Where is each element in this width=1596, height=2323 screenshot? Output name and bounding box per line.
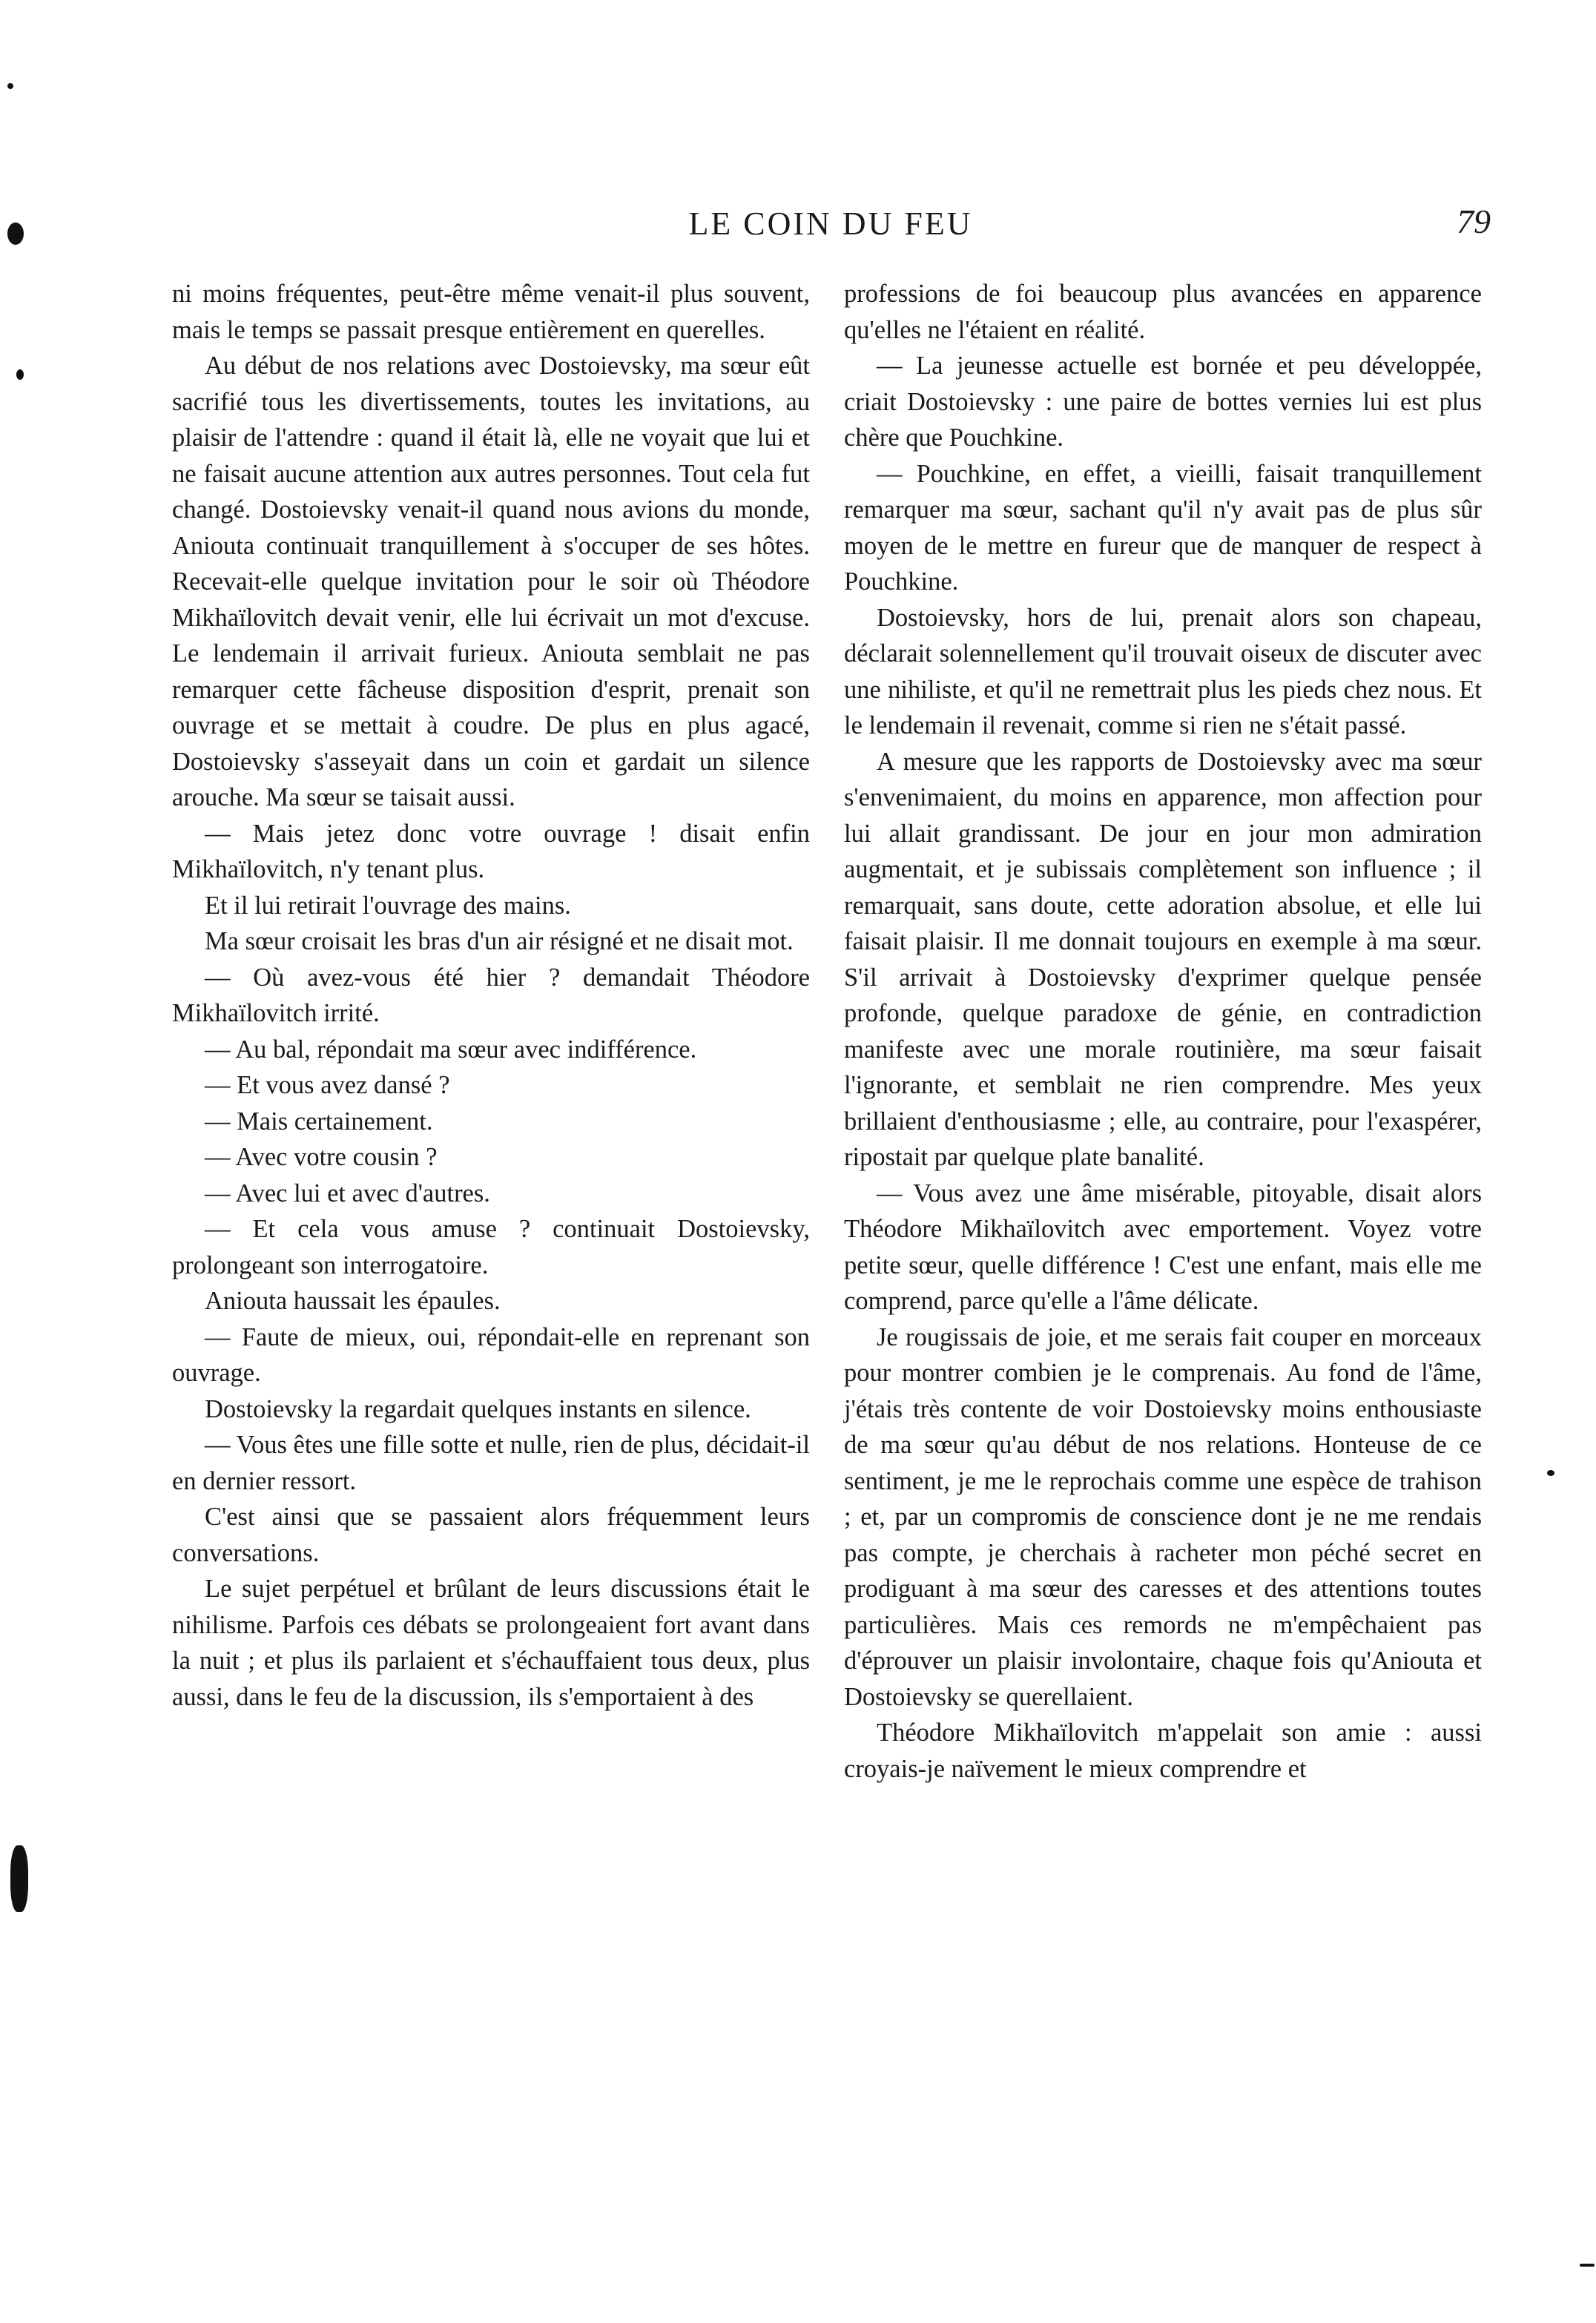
- paragraph: — Mais certainement.: [205, 1107, 433, 1136]
- paragraph: Ma sœur croisait les bras d'un air résigné et ne disait mot.: [205, 927, 794, 955]
- paragraph: — La jeunesse actuelle est bornée et peu développée, criait Dostoievsky : une paire de bottes vernies lui est plus chère que Pouchkine.: [844, 352, 1482, 452]
- paragraph: ni moins fréquentes, peut-être même venait-il plus souvent, mais le temps se passait presque entièrement en querelles.: [172, 280, 810, 344]
- page-header: [171, 202, 1491, 246]
- running-title: LE COIN DU FEU: [688, 205, 973, 242]
- paragraph: Au début de nos relations avec Dostoievsky, ma sœur eût sacrifié tous les divertissements, toutes les invitations, au plaisir de l'attendre : quand il était là, elle ne voyait que lui et ne faisait aucune attention aux autres personnes. Tout cela fut changé. Dostoievsky venait-il quand nous avions du monde, Aniouta continuait tranquillement à s'occuper de ses hôtes. Recevait-elle quelque invitation pour le soir où Théodore Mikhaïlovitch devait venir, elle lui écrivait un mot d'excuse. Le lendemain il arrivait furieux. Aniouta semblait ne pas remarquer cette fâcheuse disposition d'esprit, prenait son ouvrage et se mettait à coudre. De plus en plus agacé, Dostoievsky s'asseyait dans un coin et gardait un silence arouche. Ma sœur se taisait aussi.: [172, 352, 810, 811]
- ink-speck: [7, 83, 13, 89]
- ink-speck: [1580, 2264, 1595, 2267]
- paragraph: Le sujet perpétuel et brûlant de leurs discussions était le nihilisme. Parfois ces débats se prolongeaient fort avant dans la nuit ; et plus ils parlaient et s'échauffaient tous deux, plus aussi, dans le feu de la discussion, ils s'emportaient à des: [172, 1575, 810, 1711]
- paragraph: Et il lui retirait l'ouvrage des mains.: [205, 891, 571, 920]
- right-column: [844, 276, 1482, 1787]
- paragraph: professions de foi beaucoup plus avancées en apparence qu'elles ne l'étaient en réalité.: [844, 280, 1482, 344]
- paragraph: — Et vous avez dansé ?: [205, 1071, 450, 1099]
- paragraph: — Vous avez une âme misérable, pitoyable, disait alors Théodore Mikhaïlovitch avec emportement. Voyez votre petite sœur, quelle différence ! C'est une enfant, mais elle me comprend, parce qu'elle a l'âme délicate.: [844, 1179, 1482, 1315]
- left-column: [172, 276, 810, 1715]
- paragraph: — Faute de mieux, oui, répondait-elle en reprenant son ouvrage.: [172, 1322, 810, 1387]
- ink-speck: [16, 369, 24, 380]
- paragraph: Dostoievsky, hors de lui, prenait alors son chapeau, déclarait solennellement qu'il trouvait oiseux de discuter avec une nihiliste, et qu'il ne remettrait plus les pieds chez nous. Et le lendemain il revenait, comme si rien ne s'était passé.: [844, 603, 1482, 739]
- paragraph: — Vous êtes une fille sotte et nulle, rien de plus, décidait-il en dernier ressort.: [172, 1431, 811, 1495]
- paragraph: — Avec lui et avec d'autres.: [205, 1179, 490, 1207]
- paragraph: C'est ainsi que se passaient alors fréquemment leurs conversations.: [172, 1503, 810, 1567]
- paragraph: Aniouta haussait les épaules.: [205, 1287, 501, 1315]
- paragraph: Je rougissais de joie, et me serais fait couper en morceaux pour montrer combien je le comprenais. Au fond de l'âme, j'étais très contente de voir Dostoievsky moins enthousiaste de ma sœur qu'au début de nos relations. Honteuse de ce sentiment, je me le reprochais comme une espèce de trahison ; et, par un compromis de conscience dont je ne me rendais pas compte, je cherchais à racheter mon péché secret en prodiguant à ma sœur des caresses et des attentions toutes particulières. Mais ces remords ne m'empêchaient pas d'éprouver un plaisir involontaire, chaque fois qu'Aniouta et Dostoievsky se querellaient.: [844, 1322, 1482, 1711]
- page-number: 79: [1457, 202, 1491, 240]
- paragraph: Théodore Mikhaïlovitch m'appelait son amie : aussi croyais-je naïvement le mieux comprendre et: [844, 1719, 1482, 1783]
- paragraph: — Mais jetez donc votre ouvrage ! disait enfin Mikhaïlovitch, n'y tenant plus.: [172, 819, 810, 883]
- ink-speck: [10, 1845, 28, 1912]
- paragraph: — Et cela vous amuse ? continuait Dostoievsky, prolongeant son interrogatoire.: [172, 1215, 810, 1279]
- ink-speck: [7, 223, 24, 245]
- paragraph: A mesure que les rapports de Dostoievsky avec ma sœur s'envenimaient, du moins en apparence, mon affection pour lui allait grandissant. De jour en jour mon admiration augmentait, et je subissais complètement son influence ; il remarquait, sans doute, cette adoration absolue, et elle lui faisait plaisir. Il me donnait toujours en exemple à ma sœur. S'il arrivait à Dostoievsky d'exprimer quelque pensée profonde, quelque paradoxe de génie, en contradiction manifeste avec une morale routinière, ma sœur faisait l'ignorante, et semblait ne rien comprendre. Mes yeux brillaient d'enthousiasme ; elle, au contraire, pour l'exaspérer, ripostait par quelque plate banalité.: [844, 747, 1482, 1171]
- ink-speck: [1547, 1470, 1554, 1476]
- paragraph: — Pouchkine, en effet, a vieilli, faisait tranquillement remarquer ma sœur, sachant qu'il n'y avait pas de plus sûr moyen de le mettre en fureur que de manquer de respect à Pouchkine.: [844, 459, 1482, 596]
- paragraph: — Au bal, répondait ma sœur avec indifférence.: [205, 1035, 697, 1064]
- paragraph: Dostoievsky la regardait quelques instants en silence.: [205, 1394, 751, 1423]
- paragraph: — Où avez-vous été hier ? demandait Théodore Mikhaïlovitch irrité.: [172, 963, 810, 1027]
- paragraph: — Avec votre cousin ?: [205, 1143, 438, 1171]
